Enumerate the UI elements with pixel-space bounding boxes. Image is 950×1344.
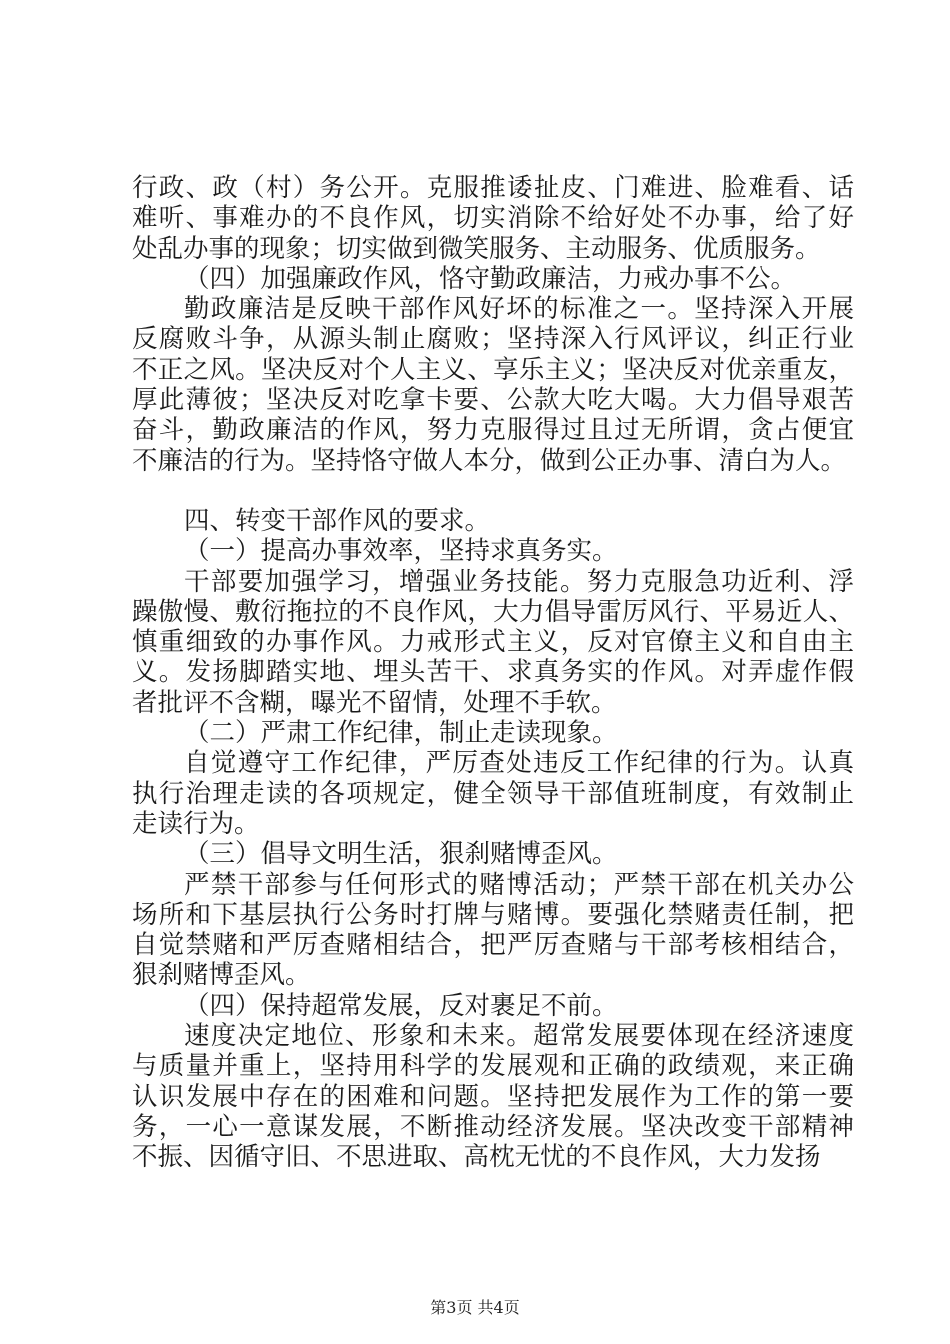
text-line: 难听、事难办的不良作风，切实消除不给好处不办事，给了好 — [132, 203, 854, 234]
text-line: 干部要加强学习，增强业务技能。努力克服急功近利、浮 — [184, 566, 854, 597]
text-line: 者批评不含糊，曝光不留情，处理不手软。 — [132, 687, 617, 718]
text-line: 处乱办事的现象；切实做到微笑服务、主动服务、优质服务。 — [132, 233, 821, 264]
text-line: 自觉禁赌和严厉查赌相结合，把严厉查赌与干部考核相结合， — [132, 930, 854, 961]
text-line: （四）保持超常发展，反对裹足不前。 — [184, 990, 618, 1021]
paragraph — [132, 567, 854, 718]
text-line: 务，一心一意谋发展，不断推动经济发展。坚决改变干部精神 — [132, 1111, 854, 1142]
text-line: （二）严肃工作纪律，制止走读现象。 — [184, 718, 618, 749]
paragraph — [132, 173, 854, 264]
text-line: 勤政廉洁是反映干部作风好坏的标准之一。坚持深入开展 — [184, 294, 854, 325]
text-line: 慎重细致的办事作风。力戒形式主义，反对官僚主义和自由主 — [132, 627, 854, 658]
text-line: 严禁干部参与任何形式的赌博活动；严禁干部在机关办公 — [184, 869, 854, 900]
paragraph — [132, 1021, 854, 1172]
paragraph — [132, 718, 854, 748]
text-line: 狠刹赌博歪风。 — [132, 960, 311, 991]
paragraph — [132, 536, 854, 566]
text-line: 奋斗，勤政廉洁的作风，努力克服得过且过无所谓，贪占便宜 — [132, 415, 854, 446]
text-line: 义。发扬脚踏实地、埋头苦干、求真务实的作风。对弄虚作假 — [132, 657, 854, 688]
section-gap — [132, 476, 854, 506]
text-line: 不正之风。坚决反对个人主义、享乐主义；坚决反对优亲重友， — [132, 354, 854, 385]
text-line: 反腐败斗争，从源头制止腐败；坚持深入行风评议，纠正行业 — [132, 324, 854, 355]
text-line: 执行治理走读的各项规定，健全领导干部值班制度，有效制止 — [132, 778, 854, 809]
text-line: 速度决定地位、形象和未来。超常发展要体现在经济速度 — [184, 1021, 854, 1052]
paragraph — [132, 839, 854, 869]
text-line: 认识发展中存在的困难和问题。坚持把发展作为工作的第一要 — [132, 1081, 854, 1112]
text-line: 躁傲慢、敷衍拖拉的不良作风，大力倡导雷厉风行、平易近人、 — [132, 596, 854, 627]
paragraph — [132, 506, 854, 536]
document-body — [132, 173, 854, 1173]
paragraph — [132, 294, 854, 476]
paragraph — [132, 870, 854, 991]
text-line: （一）提高办事效率，坚持求真务实。 — [184, 536, 618, 567]
paragraph — [132, 264, 854, 294]
text-line: 自觉遵守工作纪律，严厉查处违反工作纪律的行为。认真 — [184, 748, 854, 779]
text-line: （四）加强廉政作风，恪守勤政廉洁，力戒办事不公。 — [184, 263, 797, 294]
section-bottom — [132, 506, 854, 1173]
text-line: 四、转变干部作风的要求。 — [184, 505, 491, 536]
text-line: 走读行为。 — [132, 808, 260, 839]
section-top — [132, 173, 854, 476]
text-line: 行政、政（村）务公开。克服推诿扯皮、门难进、脸难看、话 — [132, 173, 854, 203]
paragraph — [132, 748, 854, 839]
text-line: 不廉洁的行为。坚持恪守做人本分，做到公正办事、清白为人。 — [132, 445, 847, 476]
text-line: （三）倡导文明生活，狠刹赌博歪风。 — [184, 839, 618, 870]
paragraph — [132, 991, 854, 1021]
page-footer: 第3页 共4页 — [430, 1298, 520, 1317]
text-line: 厚此薄彼；坚决反对吃拿卡要、公款大吃大喝。大力倡导艰苦 — [132, 385, 854, 416]
text-line: 不振、因循守旧、不思进取、高枕无忧的不良作风，大力发扬 — [132, 1142, 821, 1173]
text-line: 与质量并重上，坚持用科学的发展观和正确的政绩观，来正确 — [132, 1051, 854, 1082]
text-line: 场所和下基层执行公务时打牌与赌博。要强化禁赌责任制，把 — [132, 899, 854, 930]
